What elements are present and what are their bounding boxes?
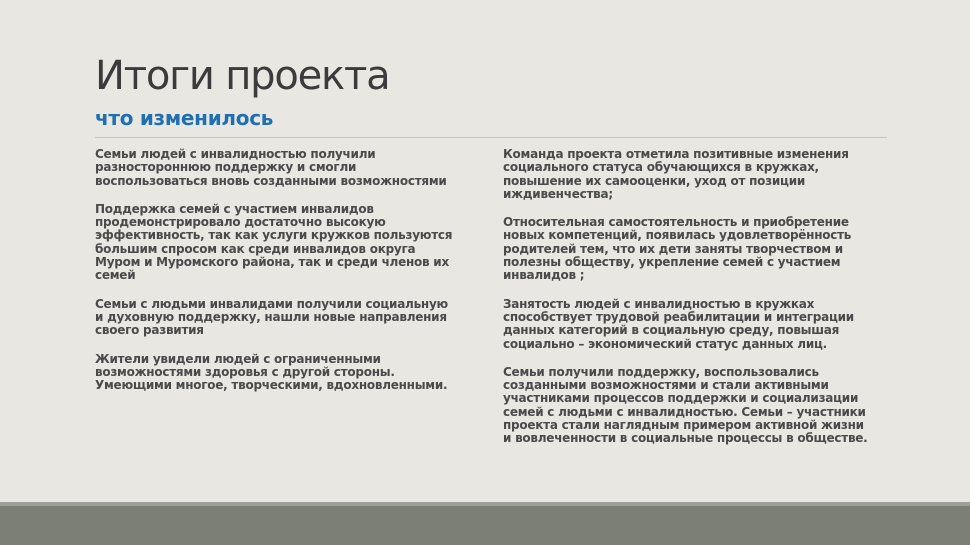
slide-subtitle: что изменилось <box>95 106 274 130</box>
body-line: Команда проекта отметила позитивные изменения <box>503 147 849 161</box>
body-line: способствует трудовой реабилитации и интеграции <box>503 309 854 324</box>
footer-band <box>0 502 970 545</box>
body-paragraph <box>503 298 898 351</box>
left-column <box>95 148 490 407</box>
body-line: продемонстрировало достаточно высокую <box>95 215 386 230</box>
body-line: иждивенчества; <box>503 186 613 201</box>
body-line: родителей тем, что их дети заняты творчеством и <box>503 241 843 256</box>
body-paragraph <box>503 216 898 282</box>
body-line: Семьи с людьми инвалидами получили социальную <box>95 296 448 311</box>
body-line: и духовную поддержку, нашли новые направления <box>95 309 447 324</box>
footer-band-highlight <box>0 502 970 506</box>
body-line: новых компетенций, появилась удовлетворённость <box>503 228 852 243</box>
body-paragraph <box>95 353 490 393</box>
body-line: Поддержка семей с участием инвалидов <box>95 201 374 216</box>
body-line: эффективность, так как услуги кружков пользуются <box>95 228 453 243</box>
body-line: воспользоваться вновь созданными возможностями <box>95 173 447 188</box>
body-line: Муром и Муромского района, так и среди членов их <box>95 255 449 270</box>
body-line: данных категорий в социальную среду, повышая <box>503 323 840 338</box>
body-line: инвалидов ; <box>503 268 585 283</box>
body-line: семей с людьми с инвалидностью. Семьи – участники <box>503 404 866 419</box>
body-line: повышение их самооценки, уход от позиции <box>503 173 806 188</box>
body-line: полезны обществу, укрепление семей с участием <box>503 255 841 270</box>
body-paragraph <box>95 298 490 338</box>
body-line: участниками процессов поддержки и социализации <box>503 391 859 406</box>
body-line: Умеющими многое, творческими, вдохновленными. <box>95 378 448 393</box>
right-column <box>503 148 898 461</box>
body-line: возможностями здоровья с другой стороны. <box>95 364 395 379</box>
body-paragraph <box>95 148 490 188</box>
body-paragraph <box>503 366 898 446</box>
body-paragraph <box>95 203 490 283</box>
body-paragraph <box>503 148 898 201</box>
body-line: социального статуса обучающихся в кружках, <box>503 160 819 175</box>
title-divider <box>95 137 887 138</box>
body-line: большим спросом как среди инвалидов округа <box>95 241 416 256</box>
body-line: и вовлеченности в социальные процессы в обществе. <box>503 431 868 446</box>
slide-title: Итоги проекта <box>95 53 390 99</box>
body-line: семей <box>95 268 136 283</box>
body-line: Занятость людей с инвалидностью в кружках <box>503 296 815 311</box>
body-line: Семьи получили поддержку, воспользовались <box>503 364 819 379</box>
body-line: созданными возможностями и стали активными <box>503 378 829 393</box>
body-line: Семьи людей с инвалидностью получили <box>95 147 376 161</box>
body-line: Жители увидели людей с ограниченными <box>95 351 381 366</box>
body-line: своего развития <box>95 323 204 338</box>
body-line: социально – экономический статус данных лиц. <box>503 336 827 351</box>
body-line: разностороннюю поддержку и смогли <box>95 160 357 175</box>
body-line: проекта стали наглядным примером активной жизни <box>503 418 864 433</box>
body-line: Относительная самостоятельность и приобретение <box>503 215 849 230</box>
